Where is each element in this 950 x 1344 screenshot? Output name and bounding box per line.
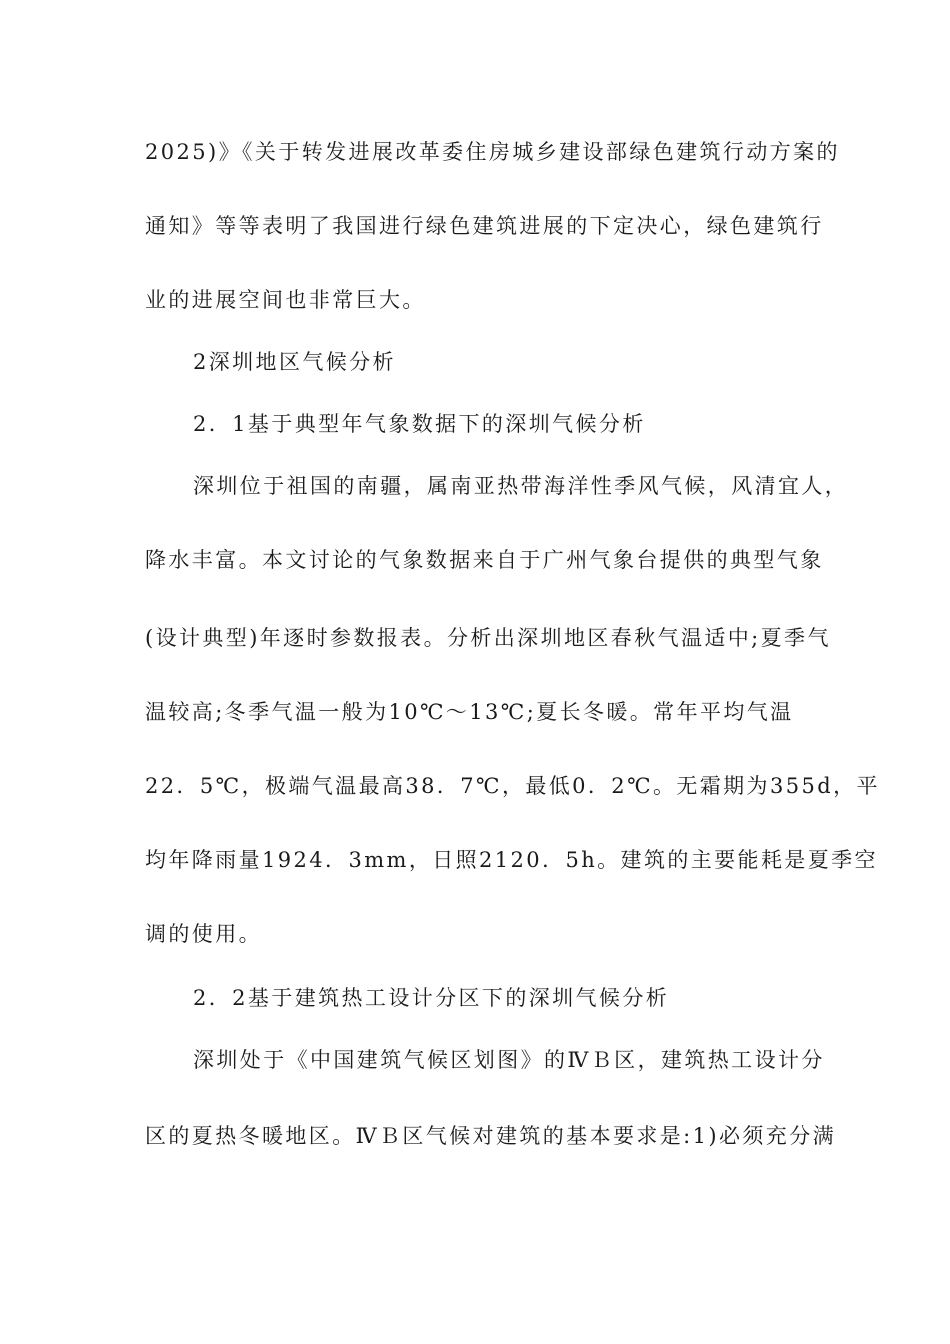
paragraph-line: 降水丰富。本文讨论的气象数据来自于广州气象台提供的典型气象 bbox=[145, 548, 824, 572]
paragraph-line: 2025)》《关于转发进展改革委住房城乡建设部绿色建筑行动方案的 bbox=[145, 140, 840, 164]
paragraph-line: 22．5℃，极端气温最高38．7℃，最低0．2℃。无霜期为355d，平 bbox=[145, 774, 880, 798]
paragraph-line: 均年降雨量1924．3mm，日照2120．5h。建筑的主要能耗是夏季空 bbox=[145, 848, 878, 872]
subsection-heading: 2．2基于建筑热工设计分区下的深圳气候分析 bbox=[193, 986, 670, 1010]
paragraph-line: (设计典型)年逐时参数报表。分析出深圳地区春秋气温适中;夏季气 bbox=[145, 626, 831, 650]
paragraph-line: 通知》等等表明了我国进行绿色建筑进展的下定决心，绿色建筑行 bbox=[145, 214, 824, 238]
section-heading: 2深圳地区气候分析 bbox=[193, 350, 396, 374]
paragraph-line: 区的夏热冬暖地区。ⅣＢ区气候对建筑的基本要求是:1)必须充分满 bbox=[145, 1124, 837, 1148]
paragraph-line: 深圳处于《中国建筑气候区划图》的ⅣＢ区，建筑热工设计分 bbox=[193, 1048, 825, 1072]
paragraph-line: 深圳位于祖国的南疆，属南亚热带海洋性季风气候，风清宜人， bbox=[193, 474, 849, 498]
subsection-heading: 2．1基于典型年气象数据下的深圳气候分析 bbox=[193, 412, 646, 436]
paragraph-line: 温较高;冬季气温一般为10℃～13℃;夏长冬暖。常年平均气温 bbox=[145, 700, 794, 724]
paragraph-line: 业的进展空间也非常巨大。 bbox=[145, 288, 426, 312]
paragraph-line: 调的使用。 bbox=[145, 922, 262, 946]
